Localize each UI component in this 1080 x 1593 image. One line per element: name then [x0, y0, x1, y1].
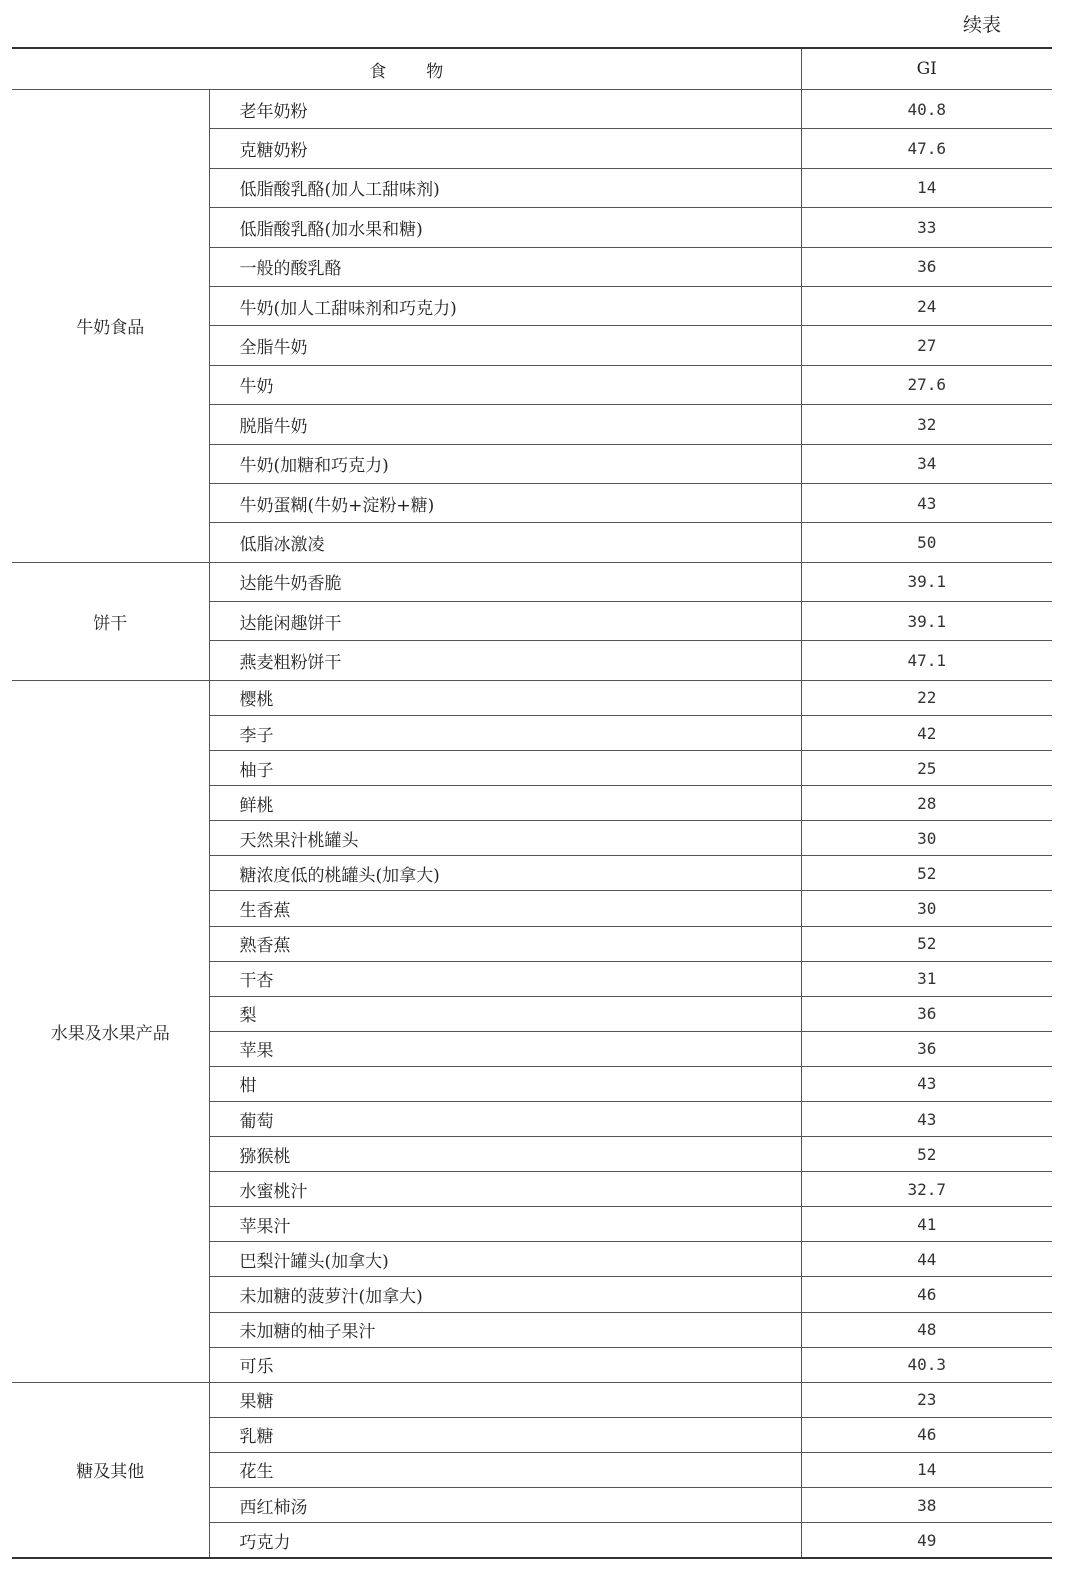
food-name-cell: 牛奶蛋糊(牛奶+淀粉+糖)	[209, 483, 801, 522]
gi-value-cell: 47.1	[801, 641, 1052, 680]
food-name-cell: 克糖奶粉	[209, 129, 801, 168]
table-row	[12, 1382, 1052, 1417]
food-name-cell: 糖浓度低的桃罐头(加拿大)	[209, 856, 801, 891]
gi-value-cell: 52	[801, 1137, 1052, 1172]
food-name-cell: 葡萄	[209, 1101, 801, 1136]
gi-value-cell: 38	[801, 1488, 1052, 1523]
food-name-cell: 樱桃	[209, 680, 801, 715]
food-name-cell: 生香蕉	[209, 891, 801, 926]
food-name-cell: 苹果汁	[209, 1207, 801, 1242]
gi-value-cell: 23	[801, 1382, 1052, 1417]
food-name-cell: 乳糖	[209, 1417, 801, 1452]
food-name-cell: 牛奶(加人工甜味剂和巧克力)	[209, 286, 801, 325]
header-gi: GI	[801, 48, 1052, 90]
gi-table	[12, 47, 1052, 1559]
gi-value-cell: 30	[801, 891, 1052, 926]
gi-value-cell: 31	[801, 961, 1052, 996]
food-name-cell: 鲜桃	[209, 786, 801, 821]
food-name-cell: 达能牛奶香脆	[209, 562, 801, 601]
table-row	[12, 680, 1052, 715]
food-name-cell: 天然果汁桃罐头	[209, 821, 801, 856]
gi-value-cell: 42	[801, 715, 1052, 750]
gi-value-cell: 32.7	[801, 1172, 1052, 1207]
gi-value-cell: 24	[801, 286, 1052, 325]
gi-value-cell: 43	[801, 1101, 1052, 1136]
food-name-cell: 低脂冰激凌	[209, 523, 801, 562]
gi-value-cell: 33	[801, 208, 1052, 247]
category-cell: 牛奶食品	[12, 90, 209, 563]
food-name-cell: 干杏	[209, 961, 801, 996]
food-name-cell: 水蜜桃汁	[209, 1172, 801, 1207]
table-header-row	[12, 48, 1052, 90]
food-name-cell: 猕猴桃	[209, 1137, 801, 1172]
food-name-cell: 苹果	[209, 1031, 801, 1066]
food-name-cell: 熟香蕉	[209, 926, 801, 961]
gi-value-cell: 36	[801, 1031, 1052, 1066]
gi-value-cell: 25	[801, 751, 1052, 786]
food-name-cell: 巧克力	[209, 1523, 801, 1559]
gi-value-cell: 34	[801, 444, 1052, 483]
food-name-cell: 牛奶	[209, 365, 801, 404]
gi-value-cell: 52	[801, 856, 1052, 891]
gi-value-cell: 46	[801, 1417, 1052, 1452]
gi-value-cell: 36	[801, 996, 1052, 1031]
gi-value-cell: 52	[801, 926, 1052, 961]
category-cell: 饼干	[12, 562, 209, 680]
gi-value-cell: 47.6	[801, 129, 1052, 168]
table-row	[12, 562, 1052, 601]
food-name-cell: 低脂酸乳酪(加人工甜味剂)	[209, 168, 801, 207]
food-name-cell: 梨	[209, 996, 801, 1031]
gi-value-cell: 43	[801, 483, 1052, 522]
food-name-cell: 巴梨汁罐头(加拿大)	[209, 1242, 801, 1277]
category-cell: 水果及水果产品	[12, 680, 209, 1382]
food-name-cell: 未加糖的菠萝汁(加拿大)	[209, 1277, 801, 1312]
gi-value-cell: 46	[801, 1277, 1052, 1312]
food-name-cell: 脱脂牛奶	[209, 405, 801, 444]
gi-value-cell: 27.6	[801, 365, 1052, 404]
gi-value-cell: 30	[801, 821, 1052, 856]
food-name-cell: 达能闲趣饼干	[209, 602, 801, 641]
gi-value-cell: 14	[801, 1452, 1052, 1487]
food-name-cell: 柑	[209, 1066, 801, 1101]
gi-value-cell: 43	[801, 1066, 1052, 1101]
gi-value-cell: 48	[801, 1312, 1052, 1347]
gi-value-cell: 27	[801, 326, 1052, 365]
gi-value-cell: 41	[801, 1207, 1052, 1242]
table-caption: 续表	[963, 14, 1002, 36]
gi-value-cell: 50	[801, 523, 1052, 562]
food-name-cell: 柚子	[209, 751, 801, 786]
table-body	[12, 90, 1052, 1559]
gi-value-cell: 40.8	[801, 90, 1052, 129]
gi-value-cell: 49	[801, 1523, 1052, 1559]
food-name-cell: 果糖	[209, 1382, 801, 1417]
food-name-cell: 花生	[209, 1452, 801, 1487]
food-name-cell: 老年奶粉	[209, 90, 801, 129]
gi-value-cell: 32	[801, 405, 1052, 444]
food-name-cell: 李子	[209, 715, 801, 750]
food-name-cell: 低脂酸乳酪(加水果和糖)	[209, 208, 801, 247]
gi-value-cell: 28	[801, 786, 1052, 821]
food-name-cell: 未加糖的柚子果汁	[209, 1312, 801, 1347]
header-food: 食物	[12, 48, 801, 90]
food-name-cell: 牛奶(加糖和巧克力)	[209, 444, 801, 483]
gi-value-cell: 39.1	[801, 602, 1052, 641]
gi-value-cell: 44	[801, 1242, 1052, 1277]
gi-value-cell: 22	[801, 680, 1052, 715]
gi-value-cell: 36	[801, 247, 1052, 286]
gi-value-cell: 39.1	[801, 562, 1052, 601]
food-name-cell: 燕麦粗粉饼干	[209, 641, 801, 680]
table-row	[12, 90, 1052, 129]
gi-value-cell: 14	[801, 168, 1052, 207]
category-cell: 糖及其他	[12, 1382, 209, 1558]
food-name-cell: 一般的酸乳酪	[209, 247, 801, 286]
food-name-cell: 可乐	[209, 1347, 801, 1382]
food-name-cell: 全脂牛奶	[209, 326, 801, 365]
gi-value-cell: 40.3	[801, 1347, 1052, 1382]
food-name-cell: 西红柿汤	[209, 1488, 801, 1523]
